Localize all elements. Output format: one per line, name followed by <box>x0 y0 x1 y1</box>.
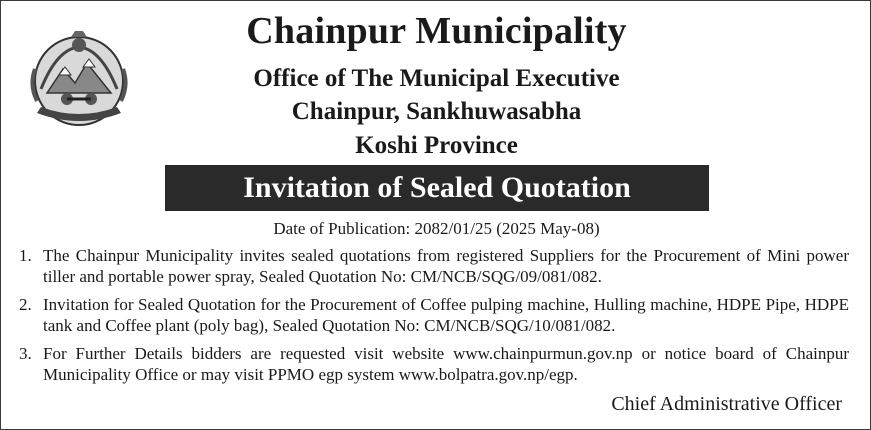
signatory-title: Chief Administrative Officer <box>611 393 842 415</box>
province-name: Koshi Province <box>355 132 518 159</box>
notice-item <box>19 245 849 287</box>
notice-item <box>19 343 849 385</box>
item-number: 2. <box>19 295 32 314</box>
item-number: 3. <box>19 344 32 363</box>
item-text: For Further Details bidders are requested visit website www.chainpurmun.gov.np or notice board of Chainpur Municipality Office or may visit PPMO egp system www.bolpatra.gov.np/egp. <box>43 344 849 384</box>
municipality-title: Chainpur Municipality <box>246 10 627 52</box>
office-name: Office of The Municipal Executive <box>253 65 620 92</box>
notice-items <box>19 245 849 392</box>
publication-date: Date of Publication: 2082/01/25 (2025 May-08) <box>273 219 600 238</box>
office-location: Chainpur, Sankhuwasabha <box>291 98 582 125</box>
notice-item <box>19 294 849 336</box>
item-text: Invitation for Sealed Quotation for the Procurement of Coffee pulping machine, Hulling machine, HDPE Pipe, HDPE tank and Coffee plant (poly bag), Sealed Quotation No: CM/NCB/SQG/10/081/082. <box>43 295 849 335</box>
item-text: The Chainpur Municipality invites sealed quotations from registered Suppliers for the Procurement of Mini power tiller and portable power spray, Sealed Quotation No: CM/NCB/SQG/09/081/082. <box>43 246 849 286</box>
notice-banner: Invitation of Sealed Quotation <box>165 165 709 211</box>
item-number: 1. <box>19 246 32 265</box>
